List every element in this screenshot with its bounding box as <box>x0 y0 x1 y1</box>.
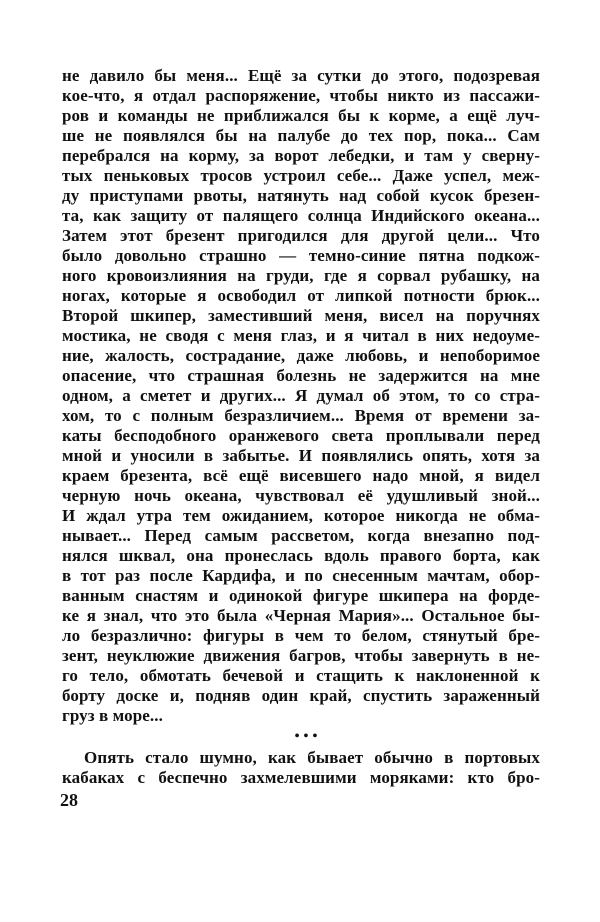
text-line: ного кровоизлияния на груди, где я сорвал рубашку, на <box>62 266 540 285</box>
text-line: одном, а сметет и других... Я думал об этом, то со стра- <box>62 386 540 405</box>
text-line: опасение, что страшная болезнь не задержится на мне <box>62 366 540 385</box>
text-line: нывает... Перед самым рассветом, когда внезапно под- <box>62 526 540 545</box>
text-line: ние, жалость, сострадание, даже любовь, и непоборимое <box>62 346 540 365</box>
text-line: черную ночь океана, чувствовал её удушливый зной... <box>62 486 540 505</box>
text-line: Опять стало шумно, как бывает обычно в портовых <box>84 748 540 767</box>
text-line: ло безразлично: фигуры в чем то белом, стянутый бре- <box>62 626 540 645</box>
text-line: борту доске и, подняв один край, спустить зараженный <box>62 686 540 705</box>
text-line: Затем этот брезент пригодился для другой цели... Что <box>62 226 540 245</box>
text-line: ногах, которые я освободил от липкой потности брюк... <box>62 286 540 305</box>
text-line: ке я знал, что это была «Черная Мария»... Остальное бы- <box>62 606 540 625</box>
text-line: мостика, не сводя с меня глаз, и я читал в них недоуме- <box>62 326 540 345</box>
text-line: го тело, обмотать бечевой и стащить к наклоненной к <box>62 666 540 685</box>
text-line: ванным снастям и одинокой фигуре шкипера на форде- <box>62 586 540 605</box>
text-line: не давило бы меня... Ещё за сутки до этого, подозревая <box>62 66 540 85</box>
text-line: груз в море... <box>62 706 163 725</box>
text-line: ров и команды не приближался бы к корме, а ещё луч- <box>62 106 540 125</box>
section-separator: ••• <box>294 729 322 744</box>
text-line: кабаках с беспечно захмелевшими моряками: кто бро- <box>62 768 540 787</box>
text-line: тых пеньковых тросов устроил себе... Даже успел, меж- <box>62 166 540 185</box>
paragraph-1 <box>62 66 540 726</box>
text-line: каты бесподобного оранжевого света проплывали перед <box>62 426 540 445</box>
page-number: 28 <box>60 790 78 810</box>
text-line: зент, неуклюжие движения багров, чтобы завернуть в не- <box>62 646 540 665</box>
text-line: та, как защиту от палящего солнца Индийского океана... <box>62 206 540 225</box>
text-line: мной и уносили в забытье. И появлялись опять, хотя за <box>62 446 540 465</box>
text-line: ду приступами рвоты, натянуть над собой кусок брезен- <box>62 186 540 205</box>
text-line: ше не появлялся бы на палубе до тех пор, пока... Сам <box>62 126 540 145</box>
paragraph-2 <box>62 748 540 788</box>
text-line: хом, то с полным безразличием... Время от времени за- <box>62 406 540 425</box>
text-line: было довольно страшно — темно-синие пятна подкож- <box>62 246 540 265</box>
text-line: Второй шкипер, заместивший меня, висел на поручнях <box>62 306 540 325</box>
text-line: нялся шквал, она пронеслась вдоль правого борта, как <box>62 546 540 565</box>
text-line: перебрался на корму, за ворот лебедки, и там у сверну- <box>62 146 540 165</box>
text-line: кое-что, я отдал распоряжение, чтобы никто из пассажи- <box>62 86 540 105</box>
text-line: краем брезента, всё ещё висевшего надо мной, я видел <box>62 466 540 485</box>
text-line: в тот раз после Кардифа, и по снесенным мачтам, обор- <box>62 566 540 585</box>
text-line: И ждал утра тем ожиданием, которое никогда не обма- <box>62 506 540 525</box>
page-text <box>62 66 540 788</box>
